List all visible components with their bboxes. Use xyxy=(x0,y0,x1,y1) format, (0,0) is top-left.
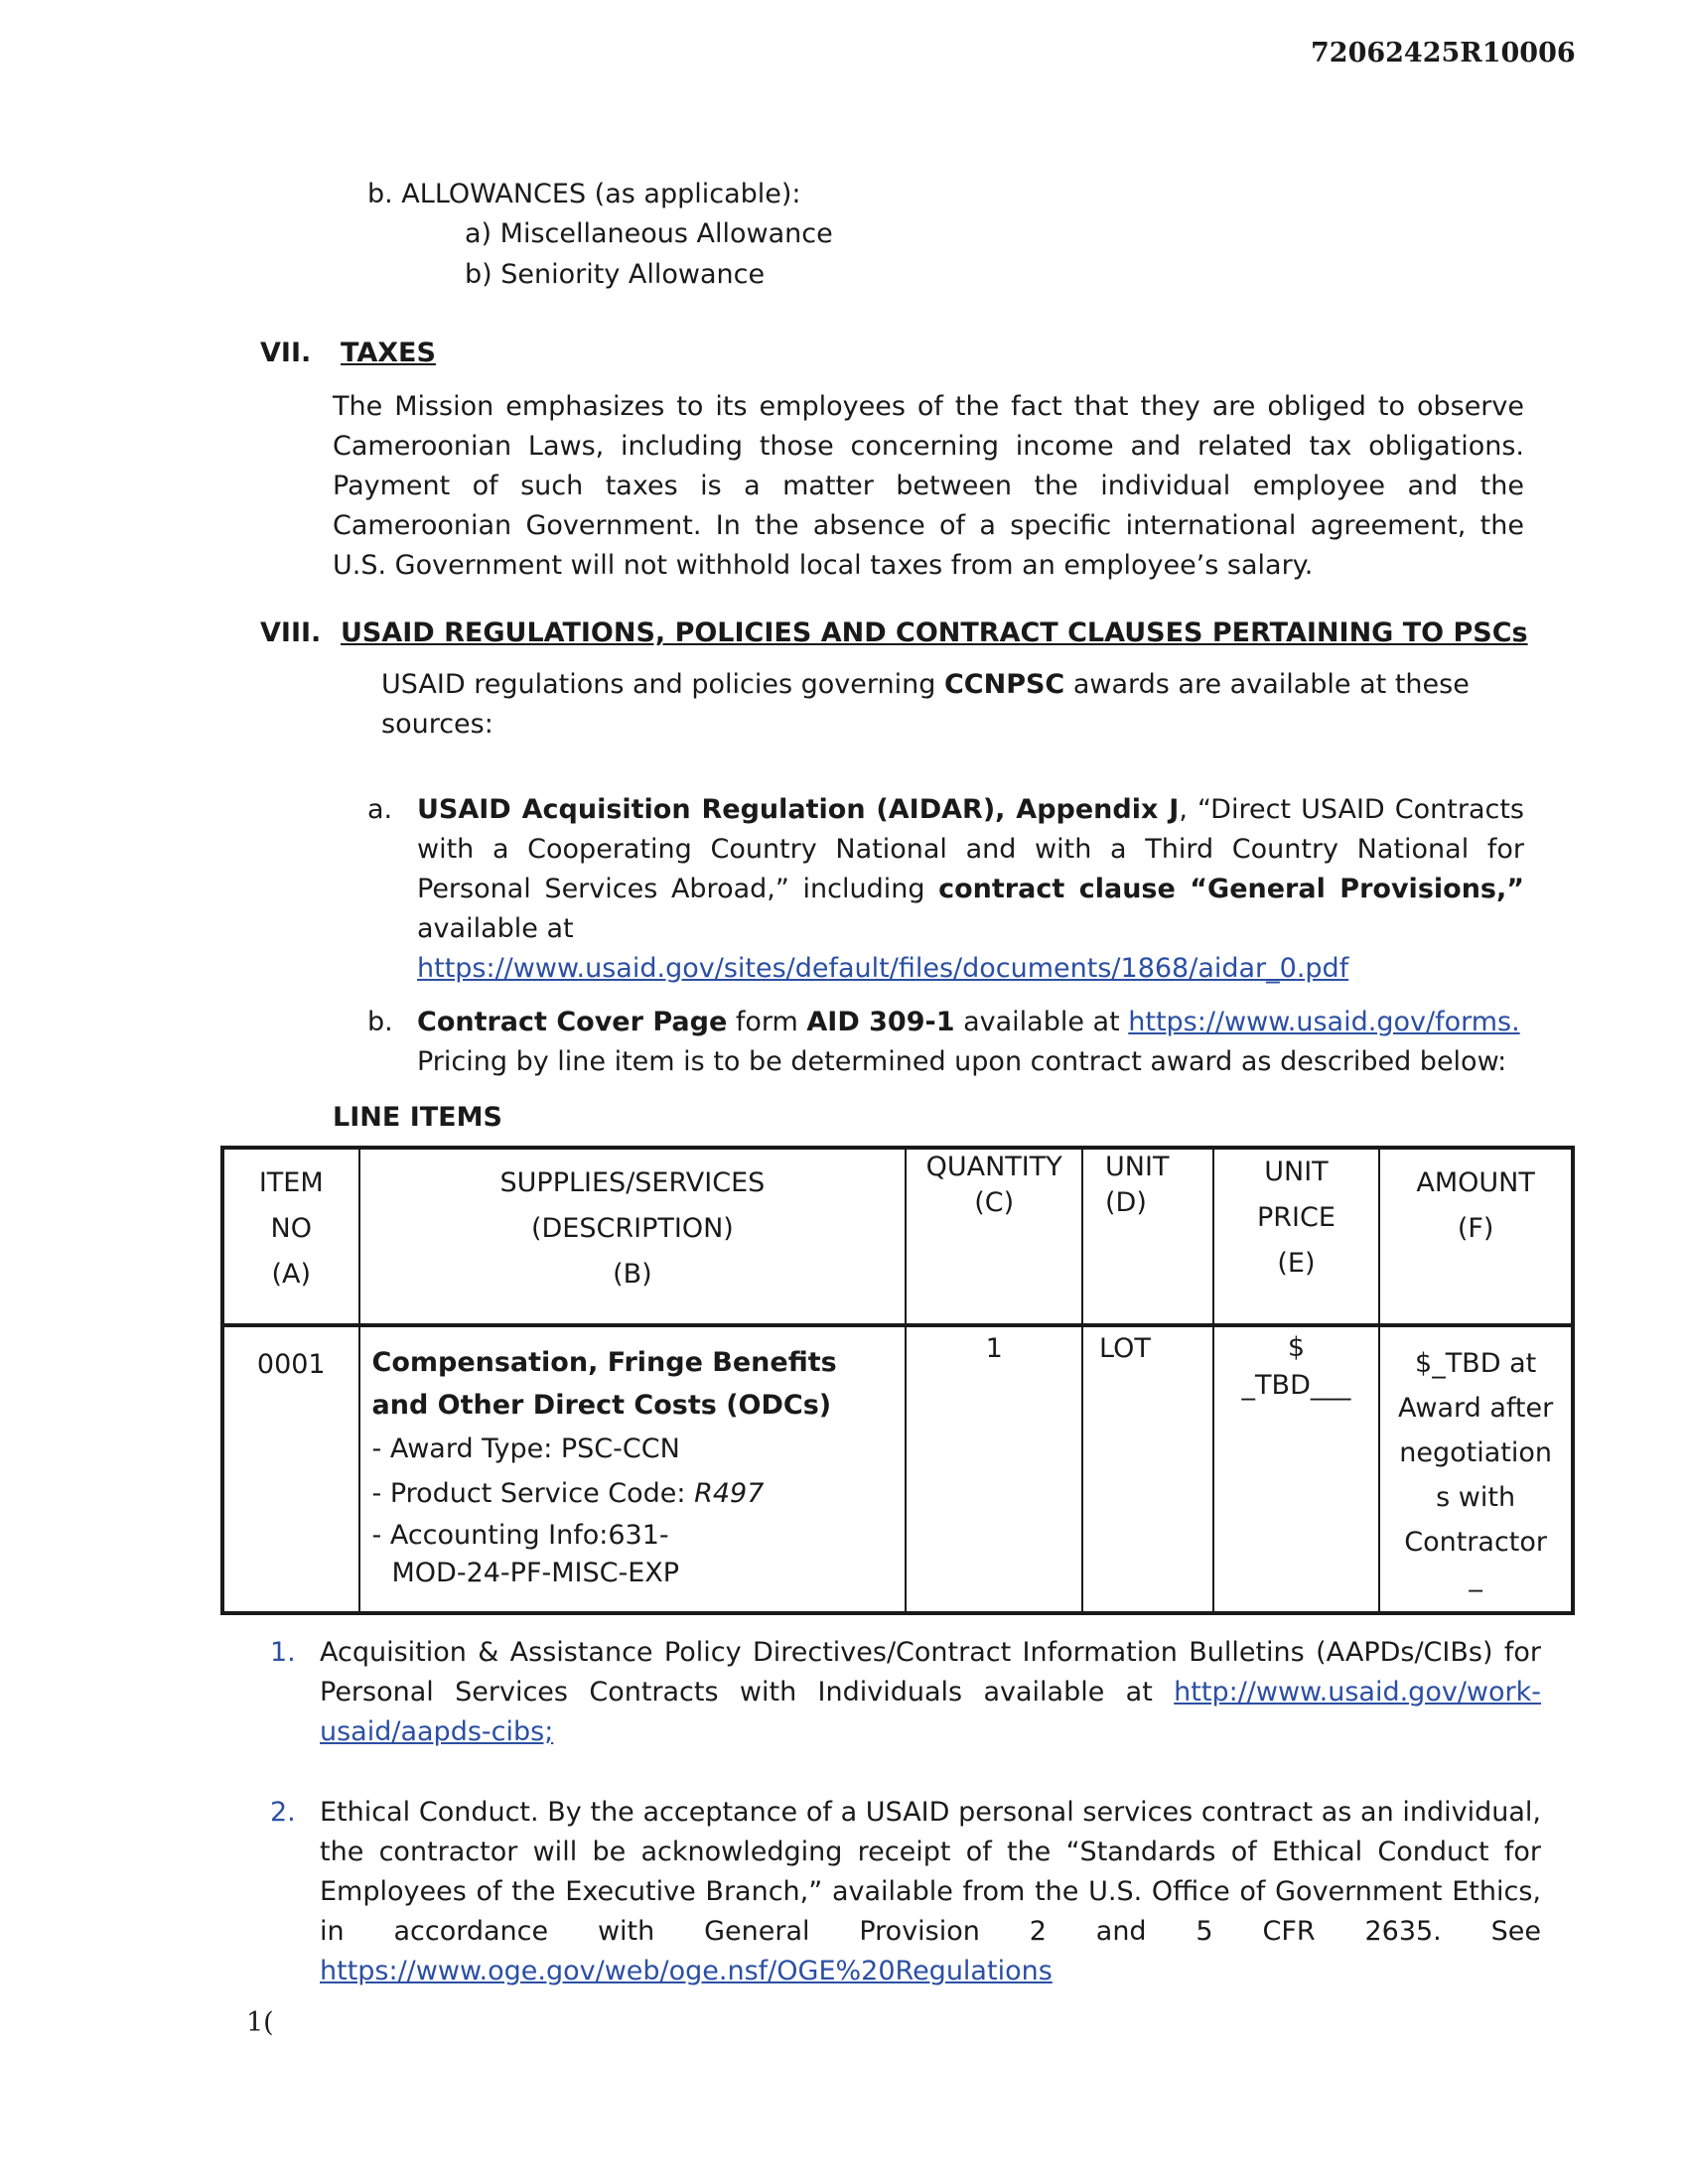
section-number: VII. xyxy=(260,338,312,368)
regs-item-b: Contract Cover Page form AID 309-1 available at https://www.usaid.gov/forms. Pricing by line item is to be determined upon contract award as described below: xyxy=(417,1007,1520,1077)
line-items-table xyxy=(220,1146,1575,1615)
list-number: 1. xyxy=(270,1637,296,1668)
list-number: 2. xyxy=(270,1797,296,1828)
list-item: Ethical Conduct. By the acceptance of a USAID personal services contract as an individual, the contractor will be acknowledging receipt of the “Standards of Ethical Conduct for Employees of the Executive Branch,” available from the U.S. Office of Government Ethics, in accordance with General Provision 2 and 5 CFR 2635. See xyxy=(320,1797,1541,1947)
allowance-item: b) Seniority Allowance xyxy=(465,259,766,290)
list-label: b. xyxy=(367,1007,393,1037)
document-number: 72062425R10006 xyxy=(1311,38,1576,68)
item-no-cell: 0001 xyxy=(222,1325,359,1613)
regs-item-a: USAID Acquisition Regulation (AIDAR), Appendix J, “Direct USAID Contracts with a Cooperating Country National and with a Third Country National for Personal Services Abroad,” including contract clause “General Provisions,” available at https://www.usaid.gov/sites/default/files/documents/1868/aidar_0.pdf xyxy=(417,794,1525,984)
header-unit-price: UNIT PRICE (E) xyxy=(1213,1148,1380,1325)
quantity-cell: 1 xyxy=(906,1325,1082,1613)
section-heading: TAXES xyxy=(341,338,436,368)
section-heading: USAID REGULATIONS, POLICIES AND CONTRACT CLAUSES PERTAINING TO PSCs xyxy=(341,617,1528,648)
line-items-title: LINE ITEMS xyxy=(333,1102,502,1133)
unit-price-cell: $ _TBD___ xyxy=(1213,1325,1380,1613)
product-service-code: R497 xyxy=(694,1478,765,1509)
header-quantity: QUANTITY (C) xyxy=(906,1148,1082,1325)
aidar-link[interactable]: https://www.usaid.gov/sites/default/files/documents/1868/aidar_0.pdf xyxy=(417,953,1349,984)
header-item-no: ITEM NO (A) xyxy=(222,1148,359,1325)
list-item: Acquisition & Assistance Policy Directives/Contract Information Bulletins (AAPDs/CIBs) for Personal Services Contracts with Individuals available at http://www.usaid.gov/work-usaid/aapds-cibs; xyxy=(320,1637,1541,1747)
aapds-link[interactable]: http://www.usaid.gov/work-usaid/aapds-cibs; xyxy=(320,1677,1541,1747)
page-number: 1( xyxy=(246,2007,274,2038)
unit-cell: LOT xyxy=(1082,1325,1213,1613)
section-number: VIII. xyxy=(260,617,322,648)
forms-link[interactable]: https://www.usaid.gov/forms. xyxy=(1128,1007,1520,1037)
oge-link[interactable]: https://www.oge.gov/web/oge.nsf/OGE%20Regulations xyxy=(320,1956,1053,1986)
taxes-paragraph: The Mission emphasizes to its employees of the fact that they are obliged to observe Cameroonian Laws, including those concerning income and related tax obligations. Payment of such taxes is a matter between the individual employee and the Cameroonian Government. In the absence of a specific international agreement, the U.S. Government will not withhold local taxes from an employee’s salary. xyxy=(333,391,1524,581)
table-header-row xyxy=(222,1148,1573,1325)
allowance-item: a) Miscellaneous Allowance xyxy=(465,218,833,249)
header-unit: UNIT (D) xyxy=(1082,1148,1213,1325)
list-item-link-line xyxy=(320,1952,1053,1991)
amount-cell: $_TBD at Award after negotiation s with Contractor _ xyxy=(1379,1325,1573,1613)
allowances-title: b. ALLOWANCES (as applicable): xyxy=(367,179,801,209)
list-label: a. xyxy=(367,794,393,825)
regs-intro: USAID regulations and policies governing CCNPSC awards are available at these sources: xyxy=(381,669,1470,740)
table-row xyxy=(222,1325,1573,1613)
header-supplies: SUPPLIES/SERVICES (DESCRIPTION) (B) xyxy=(359,1148,907,1325)
ccnpsc-term: CCNPSC xyxy=(943,669,1065,700)
header-amount: AMOUNT (F) xyxy=(1379,1148,1573,1325)
description-cell: Compensation, Fringe Benefits and Other Direct Costs (ODCs) - Award Type: PSC-CCN - Product Service Code: R497 - Accounting Info:631- MOD-24-PF-MISC-EXP xyxy=(359,1325,907,1613)
